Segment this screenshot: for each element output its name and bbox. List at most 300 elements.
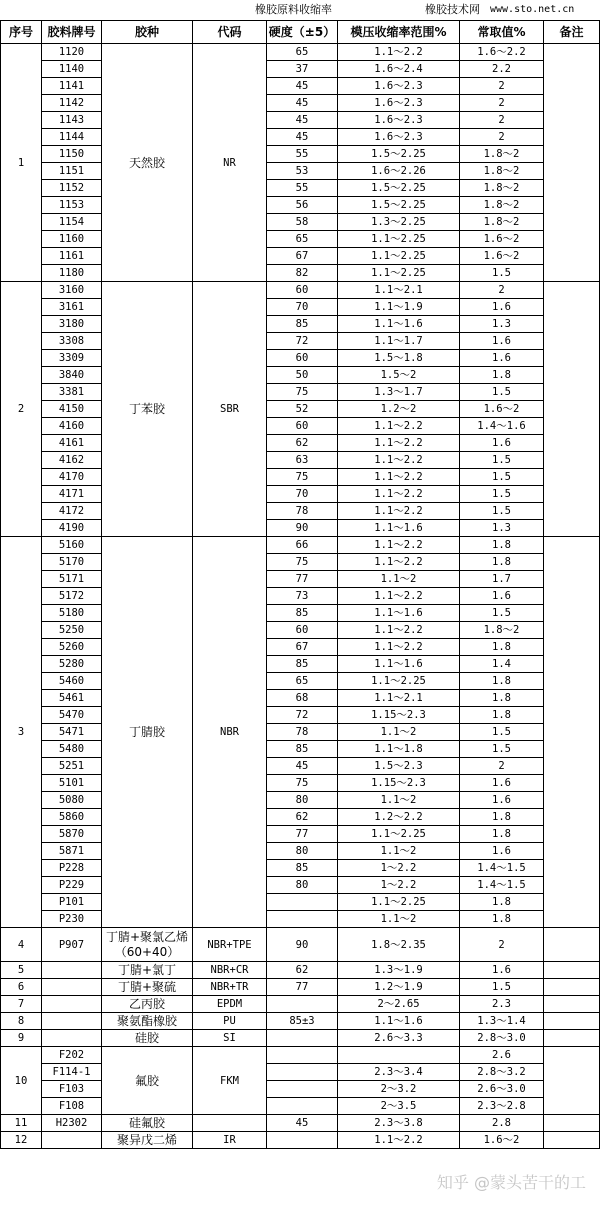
typical-cell: 1.6～2 <box>460 231 544 248</box>
rubber-type-cell: 硅氟胶 <box>102 1115 193 1132</box>
typical-cell: 1.8～2 <box>460 163 544 180</box>
hardness-cell: 77 <box>267 826 338 843</box>
table-row <box>1 775 600 792</box>
seq-cell: 11 <box>1 1115 42 1132</box>
hardness-cell <box>267 894 338 911</box>
range-cell: 1.1～2.25 <box>338 231 460 248</box>
range-cell: 1.1～2.1 <box>338 282 460 299</box>
typical-cell: 1.6 <box>460 962 544 979</box>
hardness-cell: 90 <box>267 928 338 962</box>
typical-cell: 2 <box>460 928 544 962</box>
grade-cell: F114-1 <box>42 1064 102 1081</box>
table-row <box>1 1013 600 1030</box>
typical-cell: 1.6～2.2 <box>460 44 544 61</box>
grade-cell: 4171 <box>42 486 102 503</box>
table-row <box>1 588 600 605</box>
range-cell: 1.2～2 <box>338 401 460 418</box>
hardness-cell <box>267 996 338 1013</box>
range-cell: 1.1～1.6 <box>338 316 460 333</box>
grade-cell: 5860 <box>42 809 102 826</box>
header-typical: 常取值% <box>460 21 544 44</box>
grade-cell: 5171 <box>42 571 102 588</box>
grade-cell: 5250 <box>42 622 102 639</box>
hardness-cell: 80 <box>267 792 338 809</box>
table-row <box>1 1081 600 1098</box>
hardness-cell: 62 <box>267 435 338 452</box>
code-cell: NBR <box>193 537 267 928</box>
range-cell: 1.1～2.2 <box>338 486 460 503</box>
range-cell: 1～2.2 <box>338 877 460 894</box>
hardness-cell: 77 <box>267 571 338 588</box>
grade-cell: 1151 <box>42 163 102 180</box>
table-row <box>1 1132 600 1149</box>
grade-cell: 5251 <box>42 758 102 775</box>
notes-cell <box>544 928 600 962</box>
range-cell: 1.1～2.2 <box>338 418 460 435</box>
range-cell: 1.1～2.2 <box>338 503 460 520</box>
table-row <box>1 520 600 537</box>
range-cell: 1.3～2.25 <box>338 214 460 231</box>
code-cell: PU <box>193 1013 267 1030</box>
hardness-cell: 45 <box>267 1115 338 1132</box>
range-cell: 1.1～2.2 <box>338 452 460 469</box>
header-grade: 胶料牌号 <box>42 21 102 44</box>
hardness-cell: 58 <box>267 214 338 231</box>
hardness-cell <box>267 1030 338 1047</box>
range-cell: 1.1～2.25 <box>338 826 460 843</box>
typical-cell: 1.8 <box>460 911 544 928</box>
typical-cell: 2.8～3.0 <box>460 1030 544 1047</box>
hardness-cell: 70 <box>267 299 338 316</box>
grade-cell: 4150 <box>42 401 102 418</box>
grade-cell: 5172 <box>42 588 102 605</box>
grade-cell: 4190 <box>42 520 102 537</box>
typical-cell: 1.3 <box>460 316 544 333</box>
hardness-cell: 45 <box>267 95 338 112</box>
table-row <box>1 486 600 503</box>
grade-cell: 3308 <box>42 333 102 350</box>
typical-cell: 1.5 <box>460 486 544 503</box>
hardness-cell: 65 <box>267 231 338 248</box>
hardness-cell <box>267 1098 338 1115</box>
range-cell: 1.6～2.3 <box>338 129 460 146</box>
typical-cell: 1.6～2 <box>460 248 544 265</box>
range-cell: 1～2.2 <box>338 860 460 877</box>
notes-cell <box>544 996 600 1013</box>
grade-cell: 3161 <box>42 299 102 316</box>
hardness-cell: 72 <box>267 707 338 724</box>
grade-cell: 5871 <box>42 843 102 860</box>
hardness-cell: 75 <box>267 554 338 571</box>
typical-cell: 1.5 <box>460 452 544 469</box>
header-hardness: 硬度（±5） <box>267 21 338 44</box>
hardness-cell: 70 <box>267 486 338 503</box>
hardness-cell: 85 <box>267 656 338 673</box>
grade-cell: 5471 <box>42 724 102 741</box>
grade-cell: 1180 <box>42 265 102 282</box>
typical-cell: 1.8～2 <box>460 622 544 639</box>
grade-cell: 1150 <box>42 146 102 163</box>
range-cell: 1.1～2.2 <box>338 469 460 486</box>
range-cell: 1.1～1.6 <box>338 1013 460 1030</box>
grade-cell: 4161 <box>42 435 102 452</box>
grade-cell: 1153 <box>42 197 102 214</box>
hardness-cell: 85 <box>267 741 338 758</box>
range-cell: 2～3.5 <box>338 1098 460 1115</box>
typical-cell: 1.6～2 <box>460 1132 544 1149</box>
range-cell: 1.1～2.25 <box>338 248 460 265</box>
table-row <box>1 214 600 231</box>
grade-cell <box>42 1132 102 1149</box>
grade-cell: P101 <box>42 894 102 911</box>
typical-cell: 1.8 <box>460 639 544 656</box>
table-row <box>1 724 600 741</box>
hardness-cell <box>267 1047 338 1064</box>
table-row <box>1 707 600 724</box>
range-cell: 1.1～2.25 <box>338 673 460 690</box>
grade-cell: 5461 <box>42 690 102 707</box>
table-row <box>1 248 600 265</box>
hardness-cell: 72 <box>267 333 338 350</box>
range-cell: 1.1～2.2 <box>338 622 460 639</box>
grade-cell: 5160 <box>42 537 102 554</box>
table-row <box>1 1030 600 1047</box>
table-row <box>1 962 600 979</box>
grade-cell: 1120 <box>42 44 102 61</box>
seq-cell: 7 <box>1 996 42 1013</box>
table-row <box>1 996 600 1013</box>
hardness-cell: 65 <box>267 673 338 690</box>
hardness-cell: 78 <box>267 503 338 520</box>
typical-cell: 1.8～2 <box>460 214 544 231</box>
table-row <box>1 622 600 639</box>
table-row <box>1 367 600 384</box>
range-cell: 1.1～1.6 <box>338 656 460 673</box>
grade-cell: P907 <box>42 928 102 962</box>
seq-cell: 6 <box>1 979 42 996</box>
range-cell: 1.1～1.8 <box>338 741 460 758</box>
rubber-type-cell: 丁腈+氯丁 <box>102 962 193 979</box>
rubber-type-cell: 氟胶 <box>102 1047 193 1115</box>
grade-cell: 5870 <box>42 826 102 843</box>
range-cell: 1.1～2 <box>338 843 460 860</box>
grade-cell: F103 <box>42 1081 102 1098</box>
range-cell <box>338 1047 460 1064</box>
rubber-type-cell: 聚氨酯橡胶 <box>102 1013 193 1030</box>
notes-cell <box>544 962 600 979</box>
rubber-type-cell: 丁腈+聚氯乙烯（60+40） <box>102 928 193 962</box>
grade-cell: 5260 <box>42 639 102 656</box>
typical-cell: 2.3～2.8 <box>460 1098 544 1115</box>
hardness-cell: 65 <box>267 44 338 61</box>
hardness-cell: 80 <box>267 843 338 860</box>
rubber-type-cell: 天然胶 <box>102 44 193 282</box>
range-cell: 1.15～2.3 <box>338 707 460 724</box>
header-notes: 备注 <box>544 21 600 44</box>
table-row <box>1 282 600 299</box>
table-row <box>1 333 600 350</box>
code-cell: FKM <box>193 1047 267 1115</box>
grade-cell <box>42 1013 102 1030</box>
typical-cell: 1.5 <box>460 741 544 758</box>
hardness-cell: 67 <box>267 248 338 265</box>
table-row <box>1 78 600 95</box>
table-row <box>1 129 600 146</box>
code-cell: SBR <box>193 282 267 537</box>
code-cell: NR <box>193 44 267 282</box>
typical-cell: 2.8～3.2 <box>460 1064 544 1081</box>
grade-cell: 1142 <box>42 95 102 112</box>
range-cell: 2～3.2 <box>338 1081 460 1098</box>
range-cell: 1.3～1.7 <box>338 384 460 401</box>
typical-cell: 1.6～2 <box>460 401 544 418</box>
range-cell: 1.6～2.4 <box>338 61 460 78</box>
notes-cell <box>544 1013 600 1030</box>
seq-cell: 9 <box>1 1030 42 1047</box>
hardness-cell <box>267 1132 338 1149</box>
grade-cell: 4170 <box>42 469 102 486</box>
typical-cell: 2 <box>460 129 544 146</box>
table-row <box>1 163 600 180</box>
table-row <box>1 1064 600 1081</box>
table-row <box>1 231 600 248</box>
range-cell: 1.3～1.9 <box>338 962 460 979</box>
range-cell: 1.1～1.9 <box>338 299 460 316</box>
hardness-cell: 75 <box>267 775 338 792</box>
code-cell: EPDM <box>193 996 267 1013</box>
typical-cell: 1.6 <box>460 299 544 316</box>
hardness-cell: 73 <box>267 588 338 605</box>
notes-cell <box>544 1115 600 1132</box>
typical-cell: 2 <box>460 78 544 95</box>
grade-cell: 5280 <box>42 656 102 673</box>
table-row <box>1 435 600 452</box>
table-row <box>1 554 600 571</box>
grade-cell <box>42 979 102 996</box>
table-row <box>1 894 600 911</box>
hardness-cell: 85±3 <box>267 1013 338 1030</box>
table-row <box>1 503 600 520</box>
range-cell: 1.1～2 <box>338 571 460 588</box>
range-cell: 2.3～3.8 <box>338 1115 460 1132</box>
typical-cell: 1.4 <box>460 656 544 673</box>
hardness-cell: 60 <box>267 418 338 435</box>
range-cell: 1.2～1.9 <box>338 979 460 996</box>
grade-cell: 5460 <box>42 673 102 690</box>
range-cell: 1.1～2.1 <box>338 690 460 707</box>
table-row <box>1 690 600 707</box>
grade-cell: P229 <box>42 877 102 894</box>
notes-cell <box>544 44 600 282</box>
table-row <box>1 673 600 690</box>
hardness-cell: 75 <box>267 384 338 401</box>
typical-cell: 2 <box>460 112 544 129</box>
typical-cell: 2.6～3.0 <box>460 1081 544 1098</box>
grade-cell: 3840 <box>42 367 102 384</box>
table-row <box>1 197 600 214</box>
hardness-cell: 85 <box>267 316 338 333</box>
typical-cell: 1.6 <box>460 775 544 792</box>
typical-cell: 1.8 <box>460 707 544 724</box>
typical-cell: 1.5 <box>460 503 544 520</box>
grade-cell: 1161 <box>42 248 102 265</box>
header-row <box>1 21 600 44</box>
grade-cell: 5480 <box>42 741 102 758</box>
hardness-cell: 45 <box>267 78 338 95</box>
range-cell: 1.5～2.25 <box>338 180 460 197</box>
typical-cell: 1.8 <box>460 809 544 826</box>
typical-cell: 2.2 <box>460 61 544 78</box>
typical-cell: 1.6 <box>460 350 544 367</box>
table-row <box>1 112 600 129</box>
hardness-cell: 82 <box>267 265 338 282</box>
hardness-cell: 80 <box>267 877 338 894</box>
seq-cell: 1 <box>1 44 42 282</box>
seq-cell: 10 <box>1 1047 42 1115</box>
typical-cell: 1.8 <box>460 826 544 843</box>
range-cell: 1.6～2.3 <box>338 78 460 95</box>
range-cell: 1.1～2 <box>338 792 460 809</box>
range-cell: 1.1～1.6 <box>338 520 460 537</box>
hardness-cell: 66 <box>267 537 338 554</box>
typical-cell: 1.8～2 <box>460 197 544 214</box>
typical-cell: 1.8～2 <box>460 146 544 163</box>
grade-cell <box>42 962 102 979</box>
typical-cell: 1.3 <box>460 520 544 537</box>
range-cell: 2.3～3.4 <box>338 1064 460 1081</box>
table-row <box>1 418 600 435</box>
grade-cell: 1144 <box>42 129 102 146</box>
notes-cell <box>544 537 600 928</box>
typical-cell: 2.3 <box>460 996 544 1013</box>
hardness-cell: 77 <box>267 979 338 996</box>
grade-cell: 5080 <box>42 792 102 809</box>
grade-cell: 3381 <box>42 384 102 401</box>
hardness-cell: 85 <box>267 860 338 877</box>
range-cell: 1.1～2.2 <box>338 639 460 656</box>
seq-cell: 4 <box>1 928 42 962</box>
watermark: 知乎 @蒙头苦干的工 <box>436 1173 586 1192</box>
grade-cell: 3160 <box>42 282 102 299</box>
hardness-cell: 60 <box>267 350 338 367</box>
notes-cell <box>544 979 600 996</box>
rubber-type-cell: 硅胶 <box>102 1030 193 1047</box>
range-cell: 1.1～2.2 <box>338 44 460 61</box>
typical-cell: 1.6 <box>460 588 544 605</box>
typical-cell: 1.8 <box>460 554 544 571</box>
typical-cell: 1.8～2 <box>460 180 544 197</box>
typical-cell: 1.8 <box>460 894 544 911</box>
rubber-type-cell: 丁腈+聚硫 <box>102 979 193 996</box>
notes-cell <box>544 1047 600 1115</box>
table-row <box>1 469 600 486</box>
hardness-cell: 60 <box>267 622 338 639</box>
hardness-cell: 56 <box>267 197 338 214</box>
table-row <box>1 350 600 367</box>
range-cell: 2～2.65 <box>338 996 460 1013</box>
table-row <box>1 605 600 622</box>
table-row <box>1 95 600 112</box>
table-row <box>1 792 600 809</box>
grade-cell: 1141 <box>42 78 102 95</box>
hardness-cell: 63 <box>267 452 338 469</box>
table-row <box>1 452 600 469</box>
range-cell: 1.6～2.26 <box>338 163 460 180</box>
table-row <box>1 860 600 877</box>
code-cell: NBR+TPE <box>193 928 267 962</box>
range-cell: 1.15～2.3 <box>338 775 460 792</box>
table-row <box>1 146 600 163</box>
hardness-cell <box>267 911 338 928</box>
table-row <box>1 979 600 996</box>
table-row <box>1 44 600 61</box>
table-row <box>1 180 600 197</box>
typical-cell: 2 <box>460 758 544 775</box>
range-cell: 1.1～1.6 <box>338 605 460 622</box>
range-cell: 1.8～2.35 <box>338 928 460 962</box>
grade-cell <box>42 1030 102 1047</box>
typical-cell: 1.5 <box>460 469 544 486</box>
grade-cell: 4160 <box>42 418 102 435</box>
hardness-cell: 37 <box>267 61 338 78</box>
notes-cell <box>544 1030 600 1047</box>
typical-cell: 1.7 <box>460 571 544 588</box>
table-row <box>1 656 600 673</box>
hardness-cell: 55 <box>267 180 338 197</box>
typical-cell: 1.8 <box>460 673 544 690</box>
grade-cell: F202 <box>42 1047 102 1064</box>
header-code: 代码 <box>193 21 267 44</box>
range-cell: 1.5～2.3 <box>338 758 460 775</box>
hardness-cell: 75 <box>267 469 338 486</box>
typical-cell: 1.6 <box>460 792 544 809</box>
range-cell: 2.6～3.3 <box>338 1030 460 1047</box>
grade-cell: 1143 <box>42 112 102 129</box>
typical-cell: 1.3～1.4 <box>460 1013 544 1030</box>
grade-cell: 1140 <box>42 61 102 78</box>
grade-cell: 5101 <box>42 775 102 792</box>
table-row <box>1 639 600 656</box>
range-cell: 1.1～2.2 <box>338 554 460 571</box>
table-row <box>1 265 600 282</box>
typical-cell: 1.5 <box>460 605 544 622</box>
grade-cell: 1152 <box>42 180 102 197</box>
sheet-title: 橡胶原料收缩率 <box>255 3 332 16</box>
grade-cell: 5170 <box>42 554 102 571</box>
shrinkage-table <box>0 20 600 1149</box>
typical-cell: 2 <box>460 95 544 112</box>
typical-cell: 1.6 <box>460 843 544 860</box>
typical-cell: 1.4～1.5 <box>460 860 544 877</box>
hardness-cell: 62 <box>267 809 338 826</box>
table-row <box>1 809 600 826</box>
table-row <box>1 843 600 860</box>
hardness-cell: 53 <box>267 163 338 180</box>
site-url: www.sto.net.cn <box>490 4 575 15</box>
code-cell: SI <box>193 1030 267 1047</box>
table-row <box>1 826 600 843</box>
range-cell: 1.1～2.2 <box>338 537 460 554</box>
grade-cell: P230 <box>42 911 102 928</box>
rubber-type-cell: 乙丙胶 <box>102 996 193 1013</box>
range-cell: 1.1～2 <box>338 724 460 741</box>
table-row <box>1 401 600 418</box>
table-row <box>1 911 600 928</box>
range-cell: 1.1～2 <box>338 911 460 928</box>
notes-cell <box>544 282 600 537</box>
hardness-cell: 90 <box>267 520 338 537</box>
grade-cell: 1160 <box>42 231 102 248</box>
